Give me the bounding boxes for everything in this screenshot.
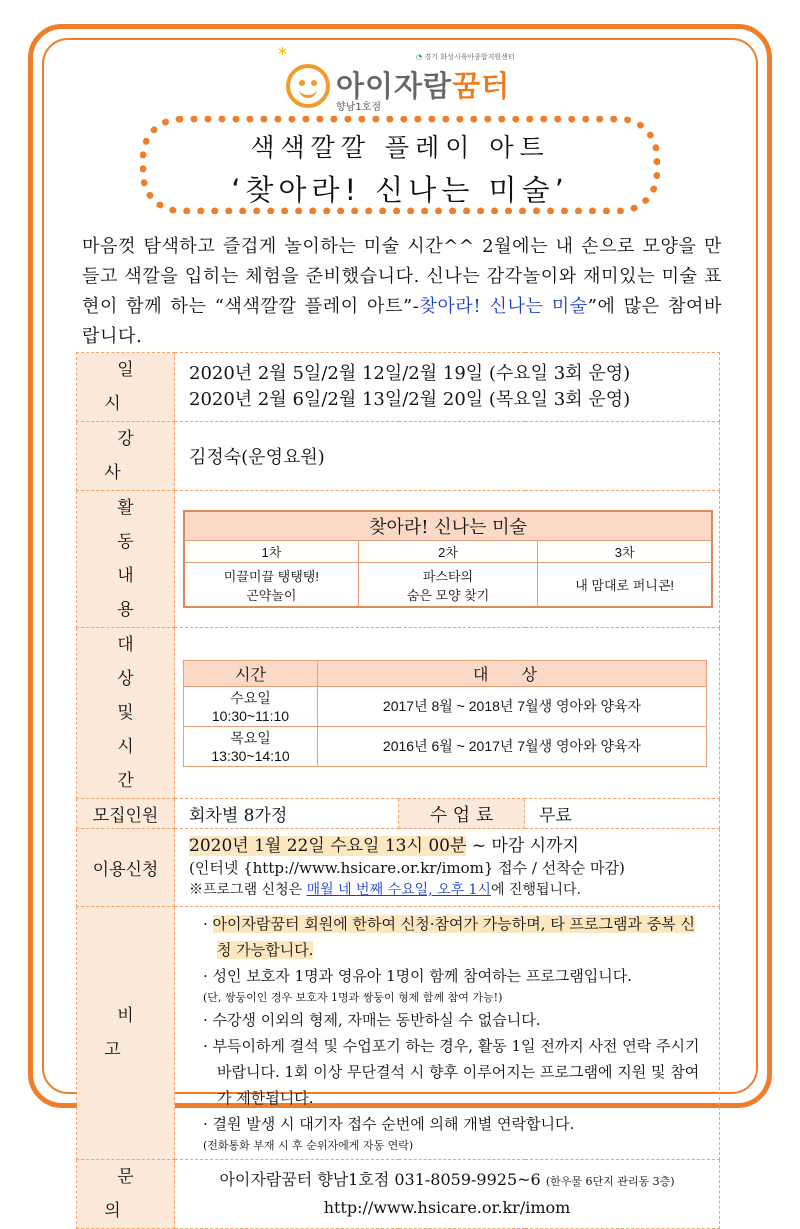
- intro-paragraph: 마음껏 탐색하고 즐겁게 놀이하는 미술 시간^^ 2월에는 내 손으로 모양을 만들고 색깔을 입히는 체험을 준비했습니다. 신나는 감각놀이와 재미있는 미술 표현이 함께 하는 “색색깔깔 플레이 아트”-찾아라! 신나는 미술”에 많은 참여바랍니다.: [82, 236, 722, 347]
- round-1-no: 1차: [184, 541, 358, 563]
- apply-date-link[interactable]: 매월 네 번째 수요일, 오후 1시: [306, 881, 491, 898]
- notes-label: 비고: [77, 907, 175, 1160]
- activity-table: [183, 510, 713, 608]
- activity-label: 활동 내용: [77, 491, 175, 628]
- instructor-label: 강사: [77, 422, 175, 491]
- note-item: · 부득이하게 결석 및 수업포기 하는 경우, 활동 1일 전까지 사전 연락 주시기 바랍니다. 1회 이상 무단결석 시 향후 이루어지는 프로그램에 지원 및 참여가 제한됩니다.: [203, 1037, 700, 1107]
- contact-label: 문의: [77, 1160, 175, 1229]
- row-wed-target: 2017년 8월 ~ 2018년 7월생 영아와 양육자: [318, 686, 707, 726]
- smiley-face-icon: [286, 64, 330, 108]
- target-label: 대상 및 시간: [77, 628, 175, 799]
- apply-method: (인터넷 {http://www.hsicare.or.kr/imom} 접수 / 선착순 마감): [189, 858, 625, 877]
- brand-name: 아이자람꿈터: [336, 69, 511, 103]
- fee-value: 무료: [525, 799, 720, 829]
- schedule-line-1: 2020년 2월 5일/2월 12일/2월 19일 (수요일 3회 운영): [189, 363, 631, 384]
- note-item: · 성인 보호자 1명과 영유아 1명이 함께 참여하는 프로그램입니다.: [203, 967, 633, 985]
- star-icon: *: [278, 44, 287, 65]
- org-name: ◔ 경기 화성시육아종합지원센터: [416, 53, 515, 61]
- title-line-1: 색색깔깔 플레이 아트: [250, 133, 550, 162]
- branch-name: 향남1호점: [336, 102, 382, 113]
- contact-url[interactable]: http://www.hsicare.or.kr/imom: [323, 1198, 571, 1217]
- note-sub: (단, 쌍둥이인 경우 보호자 1명과 쌍둥이 형제 함께 참여 가능!): [203, 991, 503, 1004]
- round-1-desc: 미끌미끌 탱탱탱! 곤약놀이: [184, 563, 358, 607]
- apply-note: ※프로그램 신청은 매월 네 번째 수요일, 오후 1시에 진행됩니다.: [189, 881, 581, 898]
- logo: [278, 44, 528, 116]
- activity-header: 찾아라! 신나는 미술: [184, 511, 712, 541]
- round-3-desc: 내 맘대로 퍼니콘!: [538, 563, 712, 607]
- apply-period: 2020년 1월 22일 수요일 13시 00분 ~ 마감 시까지: [189, 835, 579, 856]
- target-table: [183, 660, 707, 767]
- note-item: · 결원 발생 시 대기자 접수 순번에 의해 개별 연락합니다.: [203, 1115, 575, 1133]
- apply-label: 이용신청: [77, 829, 175, 907]
- note-sub: (전화통화 부재 시 후 순위자에게 자동 연락): [203, 1139, 414, 1152]
- round-2-desc: 파스타의 숨은 모양 찾기: [358, 563, 538, 607]
- recruit-label: 모집인원: [77, 799, 175, 829]
- row-thu-target: 2016년 6월 ~ 2017년 7월생 영아와 양육자: [318, 726, 707, 766]
- title-line-2: ‘찾아라! 신나는 미술’: [231, 173, 569, 207]
- round-3-no: 3차: [538, 541, 712, 563]
- fee-label: 수 업 료: [399, 799, 525, 829]
- info-table: [76, 352, 720, 1229]
- col-time-header: 시간: [184, 660, 318, 686]
- recruit-value: 회차별 8가정: [175, 799, 399, 829]
- row-thu-time: 목요일 13:30~14:10: [184, 726, 318, 766]
- notes-list: [189, 909, 705, 1157]
- schedule-line-2: 2020년 2월 6일/2월 13일/2월 20일 (목요일 3회 운영): [189, 389, 631, 410]
- instructor-value: 김정숙(운영요원): [175, 422, 720, 491]
- round-2-no: 2차: [358, 541, 538, 563]
- row-wed-time: 수요일 10:30~11:10: [184, 686, 318, 726]
- contact-line-1: 아이자람꿈터 향남1호점 031-8059-9925~6 (한우물 6단지 관리동 3층): [219, 1170, 675, 1189]
- col-target-header: 대 상: [318, 660, 707, 686]
- note-item: · 아이자람꿈터 회원에 한하여 신청·참여가 가능하며, 타 프로그램과 중복 신청 가능합니다.: [203, 915, 695, 959]
- schedule-label: 일시: [77, 353, 175, 422]
- note-item: · 수강생 이외의 형제, 자매는 동반하실 수 없습니다.: [203, 1011, 541, 1029]
